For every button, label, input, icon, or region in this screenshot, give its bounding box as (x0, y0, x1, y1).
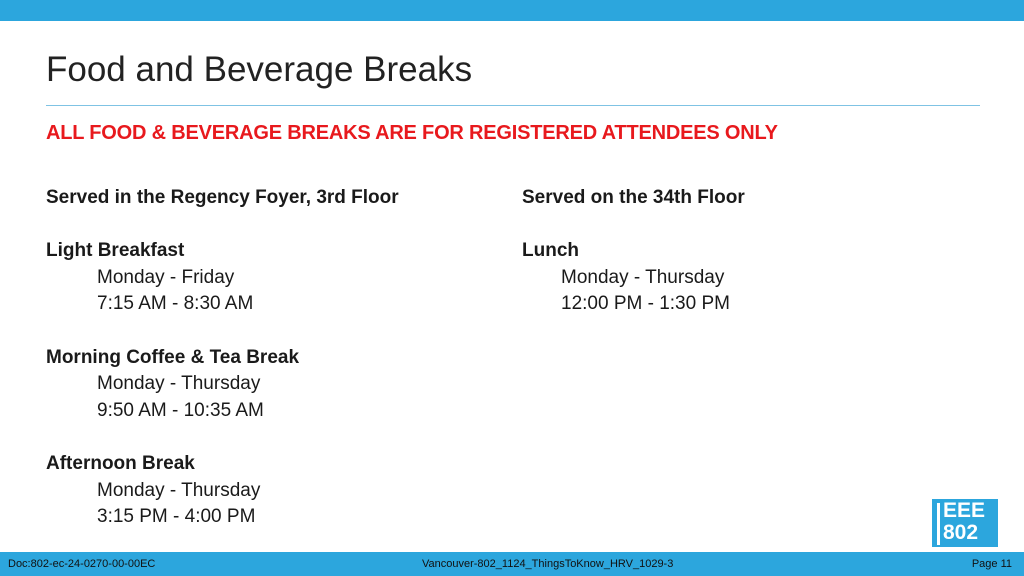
break-block-light-breakfast (46, 238, 486, 318)
title-divider (46, 105, 980, 106)
logo-bar (937, 503, 940, 545)
logo-line-1: EEE (943, 499, 986, 522)
footer-page-number: Page 11 (971, 558, 1012, 570)
ieee-802-logo (932, 499, 998, 547)
break-days: Monday - Thursday (97, 373, 261, 395)
left-location: Served in the Regency Foyer, 3rd Floor (46, 187, 399, 208)
footer-bar (0, 552, 1024, 576)
break-title: Afternoon Break (46, 452, 195, 474)
slide-title: Food and Beverage Breaks (46, 50, 473, 89)
right-location: Served on the 34th Floor (522, 187, 745, 208)
break-title: Morning Coffee & Tea Break (46, 346, 300, 368)
break-time: 3:15 PM - 4:00 PM (97, 506, 256, 528)
break-days: Monday - Thursday (97, 479, 261, 501)
break-block-lunch (522, 238, 962, 318)
break-block-afternoon (46, 451, 486, 531)
break-block-morning-coffee (46, 345, 486, 425)
break-time: 9:50 AM - 10:35 AM (97, 399, 264, 421)
right-column (522, 185, 962, 345)
logo-text (943, 500, 985, 544)
attendees-only-banner: ALL FOOD & BEVERAGE BREAKS ARE FOR REGISTERED ATTENDEES ONLY (46, 122, 778, 144)
logo-line-2: 802 (943, 521, 979, 544)
top-accent-bar (0, 0, 1024, 21)
break-days: Monday - Thursday (561, 266, 725, 288)
break-time: 12:00 PM - 1:30 PM (561, 293, 730, 315)
left-column (46, 185, 486, 557)
break-days: Monday - Friday (97, 266, 235, 288)
break-title: Light Breakfast (46, 240, 185, 262)
footer-file-name: Vancouver-802_1124_ThingsToKnow_HRV_1029-3 (422, 558, 674, 570)
break-title: Lunch (522, 240, 579, 262)
footer-doc-id: Doc:802-ec-24-0270-00-00EC (8, 558, 156, 570)
break-time: 7:15 AM - 8:30 AM (97, 293, 254, 315)
